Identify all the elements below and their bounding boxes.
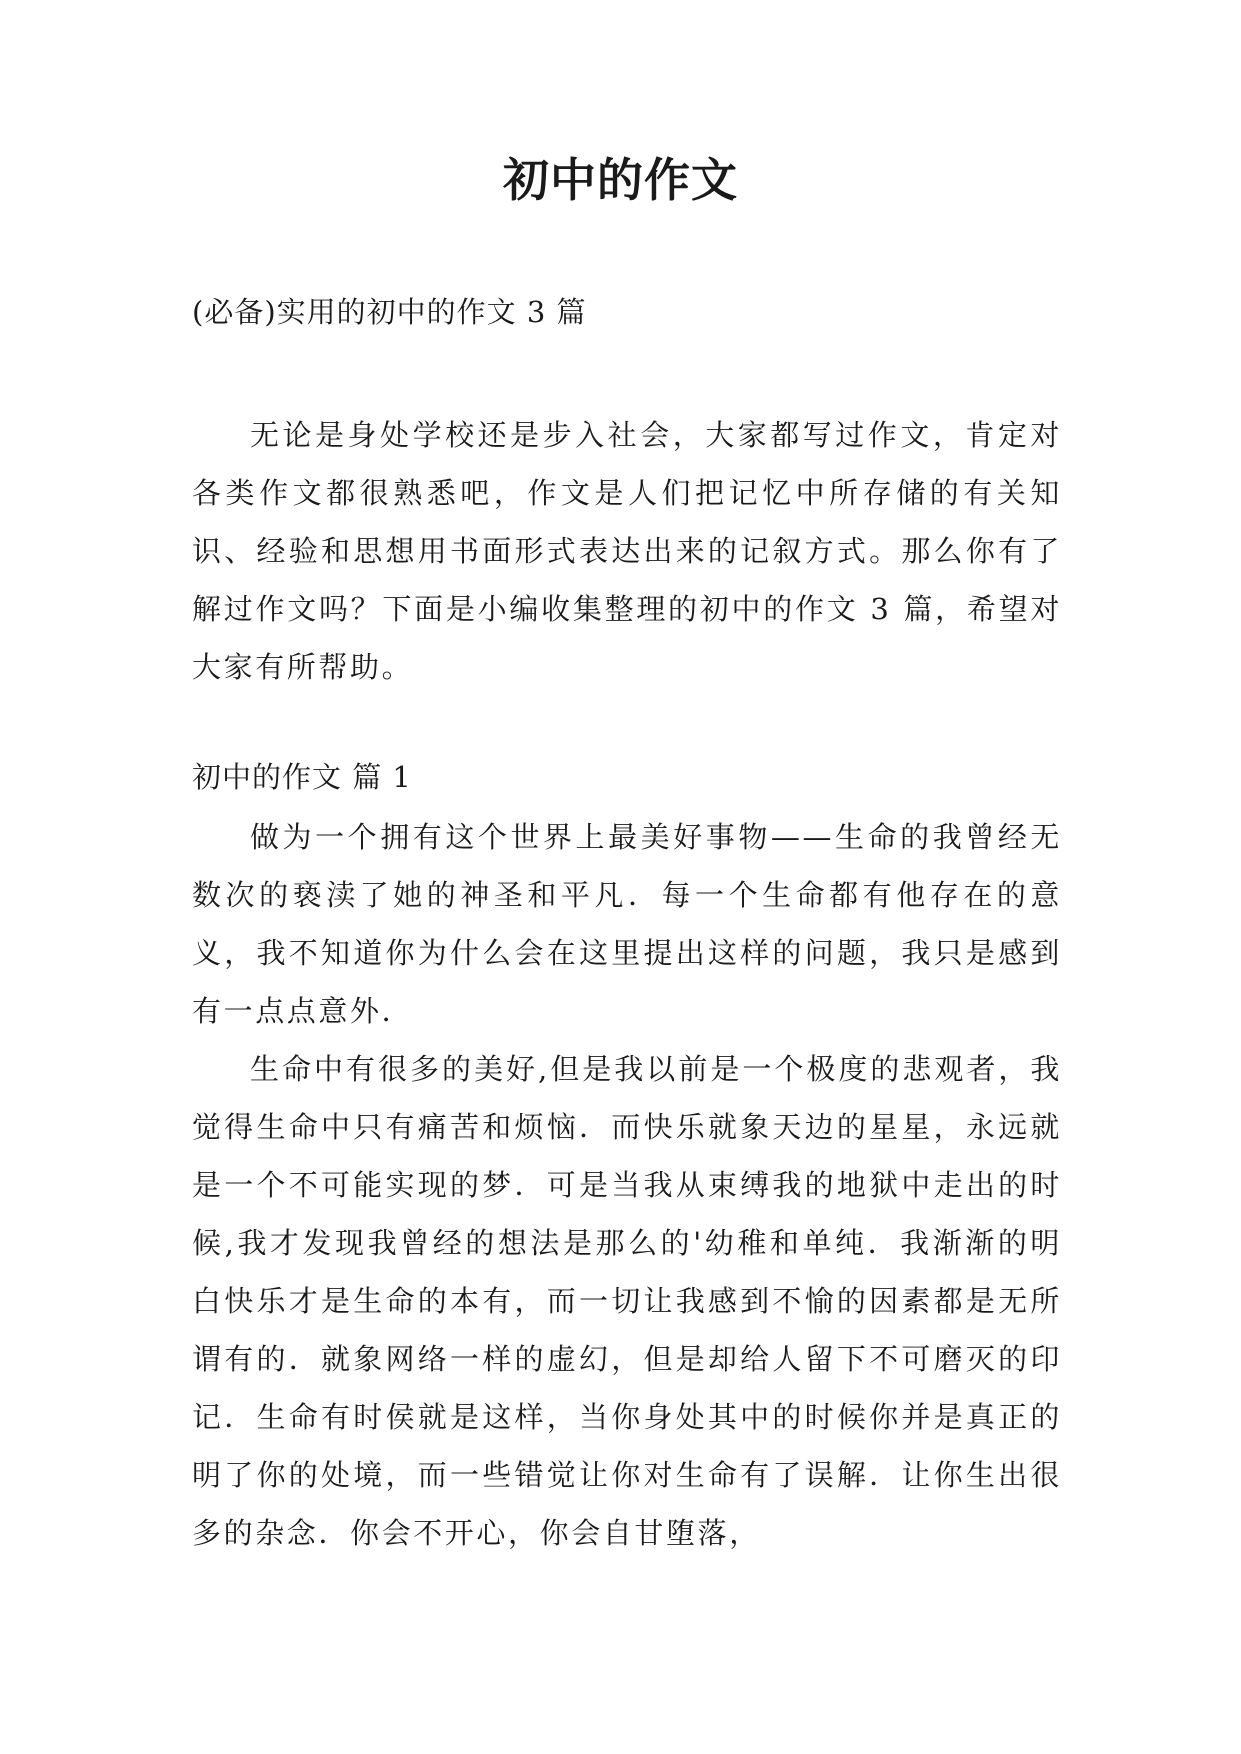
intro-paragraph: 无论是身处学校还是步入社会，大家都写过作文，肯定对各类作文都很熟悉吧，作文是人们把记忆中所存储的有关知识、经验和思想用书面形式表达出来的记叙方式。那么你有了解过作文吗？下面是小编收集整理的初中的作文 3 篇，希望对大家有所帮助。 [192,418,1062,684]
body-paragraph: 生命中有很多的美好,但是我以前是一个极度的悲观者，我觉得生命中只有痛苦和烦恼．而快乐就象天边的星星，永远就是一个不可能实现的梦．可是当我从束缚我的地狱中走出的时候,我才发现我曾经的想法是那么的'幼稚和单纯．我渐渐的明白快乐才是生命的本有，而一切让我感到不愉的因素都是无所谓有的．就象网络一样的虚幻，但是却给人留下不可磨灭的印记．生命有时侯就是这样，当你身处其中的时候你并是真正的明了你的处境，而一些错觉让你对生命有了误解．让你生出很多的杂念．你会不开心，你会自甘堕落， [192,1052,1062,1550]
document-subtitle: (必备)实用的初中的作文 3 篇 [192,295,587,329]
document-title: 初中的作文 [503,153,738,207]
section-heading: 初中的作文 篇 1 [192,760,412,794]
body-paragraph: 做为一个拥有这个世界上最美好事物——生命的我曾经无数次的亵渎了她的神圣和平凡．每一个生命都有他存在的意义，我不知道你为什么会在这里提出这样的问题，我只是感到有一点点意外． [192,820,1062,1028]
